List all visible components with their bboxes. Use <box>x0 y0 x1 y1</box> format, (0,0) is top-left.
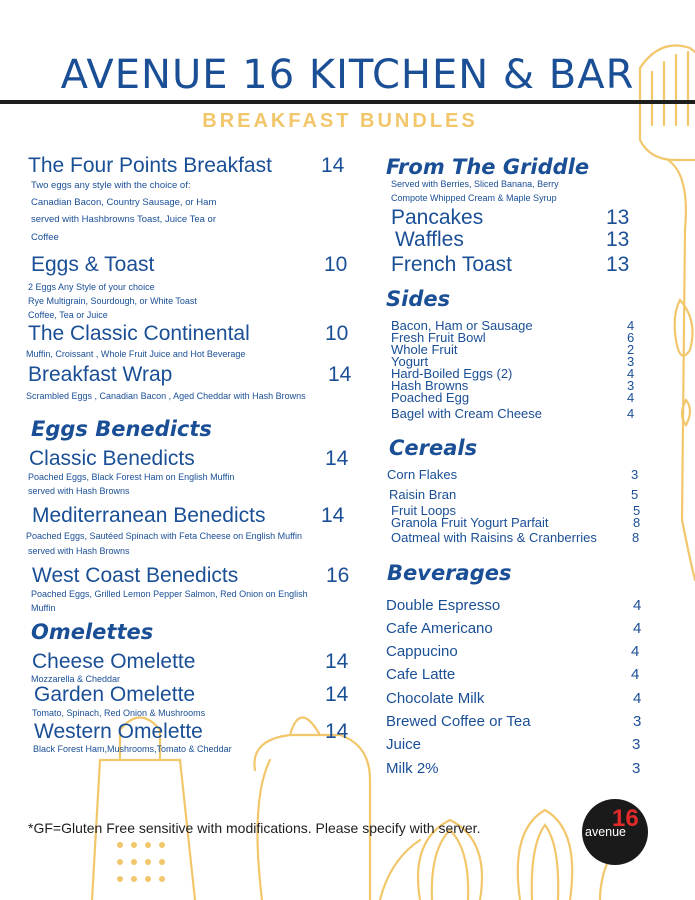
griddle-item-price: 13 <box>606 206 630 229</box>
beverage-item-price: 3 <box>632 760 641 777</box>
beverage-item-name: Milk 2% <box>386 760 439 777</box>
cereal-item-price: 8 <box>632 530 640 545</box>
logo-word: avenue <box>585 825 627 839</box>
omelette-item-name: Western Omelette <box>34 720 203 743</box>
side-item-price: 4 <box>627 390 635 405</box>
bundle-item-desc: Two eggs any style with the choice of: <box>31 180 191 191</box>
section-heading-beverages: Beverages <box>387 561 512 585</box>
griddle-item-name: French Toast <box>391 253 513 276</box>
menu-subtitle: BREAKFAST BUNDLES <box>202 110 478 132</box>
bundle-item-name: The Four Points Breakfast <box>28 154 272 177</box>
side-item-price: 4 <box>627 366 635 381</box>
omelette-item-name: Garden Omelette <box>34 683 196 706</box>
section-heading-omelettes: Omelettes <box>31 620 154 644</box>
bundle-item-desc: Coffee, Tea or Juice <box>28 310 108 320</box>
side-item-name: Hash Browns <box>391 378 469 393</box>
side-item-name: Fresh Fruit Bowl <box>391 330 486 345</box>
restaurant-title: AVENUE 16 KITCHEN & BAR <box>60 52 635 98</box>
omelette-item-desc: Tomato, Spinach, Red Onion & Mushrooms <box>32 708 206 718</box>
bundle-item-price: 10 <box>325 322 349 345</box>
side-item-price: 3 <box>627 378 635 393</box>
beverage-item-name: Double Espresso <box>386 597 501 614</box>
side-item-name: Poached Egg <box>391 390 470 405</box>
cereal-item-name: Granola Fruit Yogurt Parfait <box>391 515 549 530</box>
section-heading-cereals: Cereals <box>389 436 478 460</box>
side-item-price: 2 <box>627 342 635 357</box>
benedict-item-desc: Poached Eggs, Sautéed Spinach with Feta Cheese on English Muffin <box>26 531 303 541</box>
griddle-desc: Compote Whipped Cream & Maple Syrup <box>391 193 557 203</box>
cereal-item-price: 5 <box>631 487 639 502</box>
benedict-item-desc: served with Hash Browns <box>28 546 130 556</box>
header-rule <box>0 100 695 104</box>
side-item-price: 6 <box>627 330 635 345</box>
griddle-item-name: Waffles <box>395 228 464 251</box>
bundle-item-name: Eggs & Toast <box>31 253 155 276</box>
beverage-item-price: 3 <box>632 736 641 753</box>
side-item-price: 3 <box>627 354 635 369</box>
bundle-item-desc: served with Hashbrowns Toast, Juice Tea or <box>31 214 216 225</box>
cereal-item-price: 3 <box>631 467 639 482</box>
omelette-item-name: Cheese Omelette <box>32 650 196 673</box>
cereal-item-price: 5 <box>633 503 641 518</box>
beverage-item-name: Cappucino <box>386 643 458 660</box>
benedict-item-desc: Poached Eggs, Grilled Lemon Pepper Salmon, Red Onion on English <box>31 589 308 599</box>
beverage-item-name: Brewed Coffee or Tea <box>386 713 531 730</box>
avenue-16-logo <box>582 799 648 865</box>
side-item-name: Bacon, Ham or Sausage <box>391 318 533 333</box>
bundle-item-price: 14 <box>321 154 345 177</box>
logo-number: 16 <box>612 805 639 832</box>
griddle-item-price: 13 <box>606 228 630 251</box>
beverage-item-price: 4 <box>631 666 640 683</box>
bundle-item-desc: 2 Eggs Any Style of your choice <box>28 282 155 292</box>
gluten-free-footnote: *GF=Gluten Free sensitive with modifications. Please specify with server. <box>28 820 481 836</box>
omelette-item-price: 14 <box>325 683 349 706</box>
omelette-item-desc: Black Forest Ham,Mushrooms,Tomato & Cheddar <box>33 744 232 754</box>
side-item-name: Hard-Boiled Eggs (2) <box>391 366 513 381</box>
griddle-item-price: 13 <box>606 253 630 276</box>
beverage-item-price: 4 <box>633 597 642 614</box>
benedict-item-name: Mediterranean Benedicts <box>32 504 266 527</box>
benedict-item-price: 14 <box>321 504 345 527</box>
side-item-name: Whole Fruit <box>391 342 458 357</box>
bundle-item-name: The Classic Continental <box>28 322 250 345</box>
benedict-item-price: 14 <box>325 447 349 470</box>
bundle-item-desc: Coffee <box>31 232 59 243</box>
beverage-item-name: Cafe Americano <box>386 620 493 637</box>
benedict-item-desc: Poached Eggs, Black Forest Ham on English Muffin <box>28 472 235 482</box>
side-item-price: 4 <box>627 318 635 333</box>
bundle-item-desc: Muffin, Croissant , Whole Fruit Juice and Hot Beverage <box>26 349 246 359</box>
omelette-item-price: 14 <box>325 650 349 673</box>
bundle-item-name: Breakfast Wrap <box>28 363 173 386</box>
bundle-item-desc: Scrambled Eggs , Canadian Bacon , Aged Cheddar with Hash Browns <box>26 391 306 401</box>
side-item-price: 4 <box>627 406 635 421</box>
bundle-item-price: 14 <box>328 363 352 386</box>
griddle-desc: Served with Berries, Sliced Banana, Berry <box>391 179 559 189</box>
beverage-item-name: Juice <box>386 736 422 753</box>
benedict-item-desc: Muffin <box>31 603 56 613</box>
section-heading-sides: Sides <box>386 287 451 311</box>
bundle-item-desc: Canadian Bacon, Country Sausage, or Ham <box>31 197 217 208</box>
beverage-item-price: 4 <box>633 620 642 637</box>
beverage-item-name: Cafe Latte <box>386 666 456 683</box>
side-item-name: Yogurt <box>391 354 429 369</box>
benedict-item-price: 16 <box>326 564 350 587</box>
side-item-name: Bagel with Cream Cheese <box>391 406 543 421</box>
beverage-item-price: 3 <box>633 713 642 730</box>
bundle-item-price: 10 <box>324 253 348 276</box>
cereal-item-name: Corn Flakes <box>387 467 458 482</box>
beverage-item-price: 4 <box>631 643 640 660</box>
bundle-item-desc: Rye Multigrain, Sourdough, or White Toast <box>28 296 197 306</box>
beverage-item-price: 4 <box>633 690 642 707</box>
benedict-item-name: Classic Benedicts <box>29 447 195 470</box>
cereal-item-price: 8 <box>633 515 641 530</box>
beverage-item-name: Chocolate Milk <box>386 690 485 707</box>
griddle-item-name: Pancakes <box>391 206 484 229</box>
section-heading-griddle: From The Griddle <box>386 155 590 179</box>
omelette-item-price: 14 <box>325 720 349 743</box>
cereal-item-name: Raisin Bran <box>389 487 457 502</box>
cereal-item-name: Oatmeal with Raisins & Cranberries <box>391 530 597 545</box>
cereal-item-name: Fruit Loops <box>391 503 457 518</box>
section-heading-benedicts: Eggs Benedicts <box>31 417 212 441</box>
omelette-item-desc: Mozzarella & Cheddar <box>31 674 121 684</box>
benedict-item-desc: served with Hash Browns <box>28 486 130 496</box>
benedict-item-name: West Coast Benedicts <box>32 564 239 587</box>
